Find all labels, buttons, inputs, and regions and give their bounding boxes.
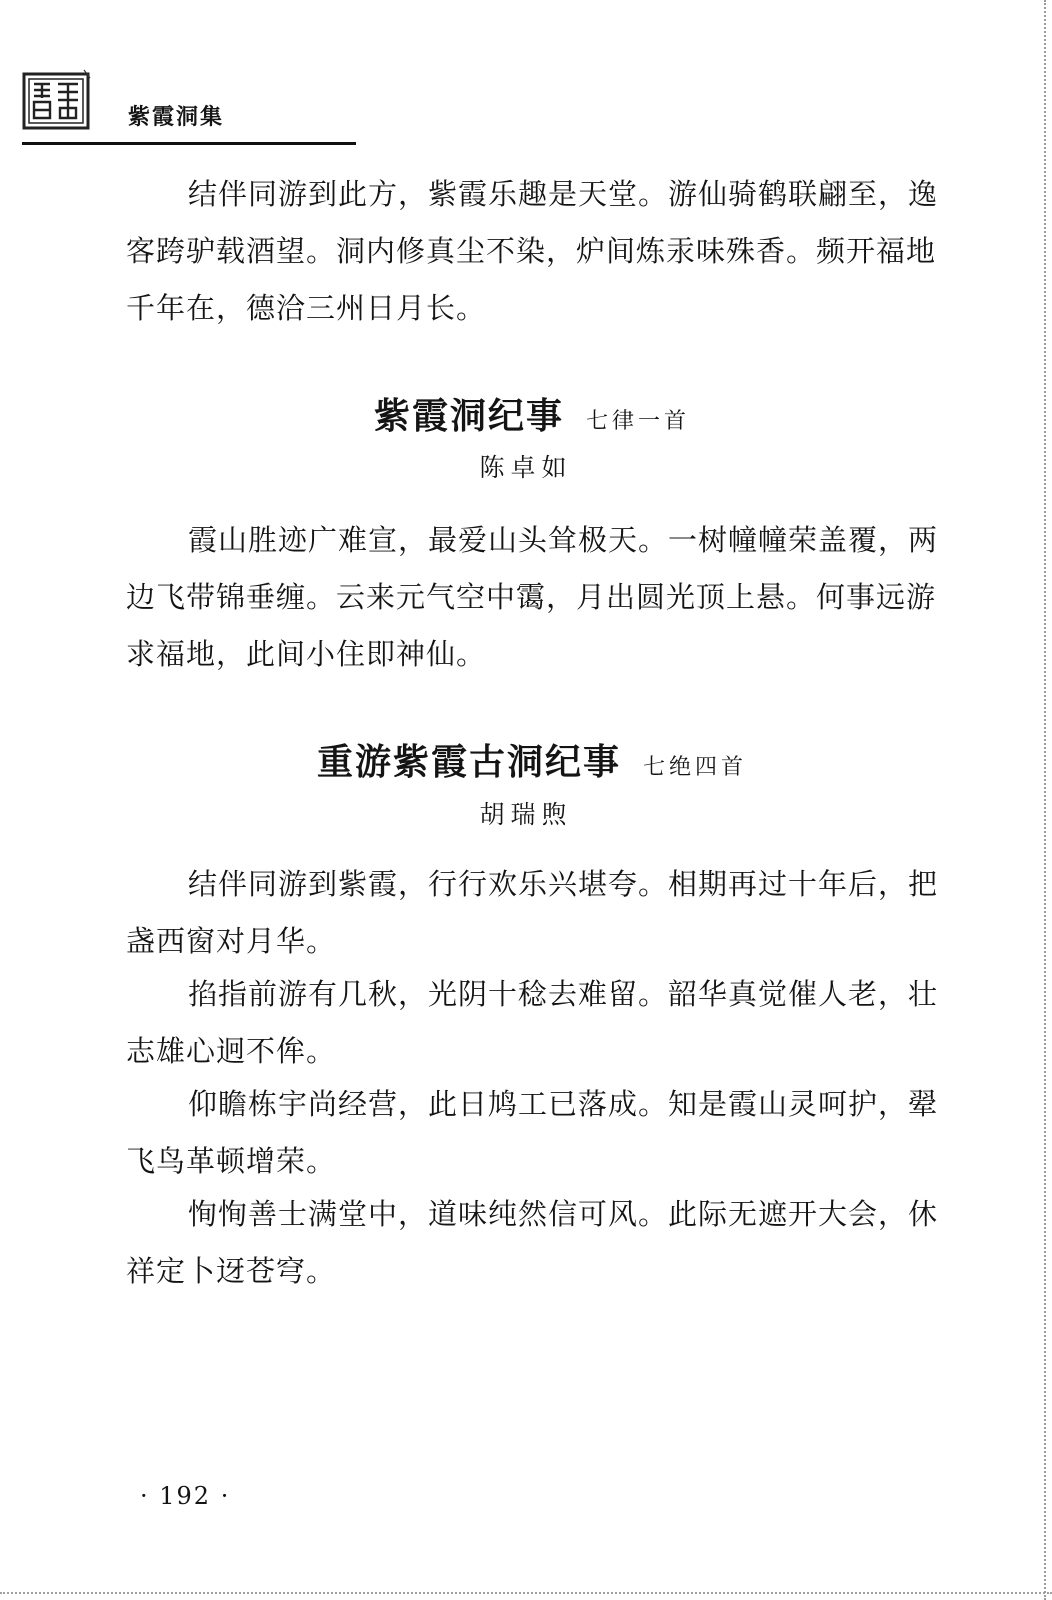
poem-tail-paragraph: 结伴同游到此方，紫霞乐趣是天堂。游仙骑鹤联翩至，逸客跨驴载酒望。洞内修真尘不染，炉间炼汞味殊香。频开福地千年在，德洽三州日月长。	[126, 177, 939, 325]
scan-edge-bottom	[0, 1592, 1052, 1594]
section1-paragraph: 霞山胜迹广难宣，最爱山头耸极天。一树幢幢荣盖覆，两边飞带锦垂缠。云来元气空中霭，月出圆光顶上悬。何事远游求福地，此间小住即神仙。	[126, 523, 939, 671]
stanza: 掐指前游有几秋，光阴十稔去难留。韶华真觉催人老，壮志雄心迥不侔。	[126, 977, 939, 1068]
running-header	[22, 60, 362, 150]
stanza: 仰瞻栋宇尚经营，此日鸠工已落成。知是霞山灵呵护，翚飞鸟革顿增荣。	[126, 1087, 939, 1178]
seal-stamp-icon	[22, 68, 92, 130]
section1-title: 紫霞洞纪事	[373, 395, 564, 437]
section2-heading	[0, 734, 1052, 785]
stanza: 结伴同游到紫霞，行行欢乐兴堪夸。相期再过十年后，把盏西窗对月华。	[126, 867, 939, 958]
header-title: 紫霞洞集	[128, 105, 225, 130]
section1-form: 七律一首	[586, 409, 691, 434]
page-number: · 192 ·	[140, 1482, 231, 1510]
stanza: 恂恂善士满堂中，道味纯然信可风。此际无遮开大会，休祥定卜迓苍穹。	[126, 1197, 939, 1288]
header-rule	[22, 142, 356, 145]
section2-title: 重游紫霞古洞纪事	[316, 741, 621, 783]
section1-author: 陈卓如	[479, 453, 573, 482]
section2-form: 七绝四首	[643, 755, 748, 780]
section2-author: 胡瑞煦	[479, 800, 573, 829]
section1-heading	[0, 388, 1052, 439]
